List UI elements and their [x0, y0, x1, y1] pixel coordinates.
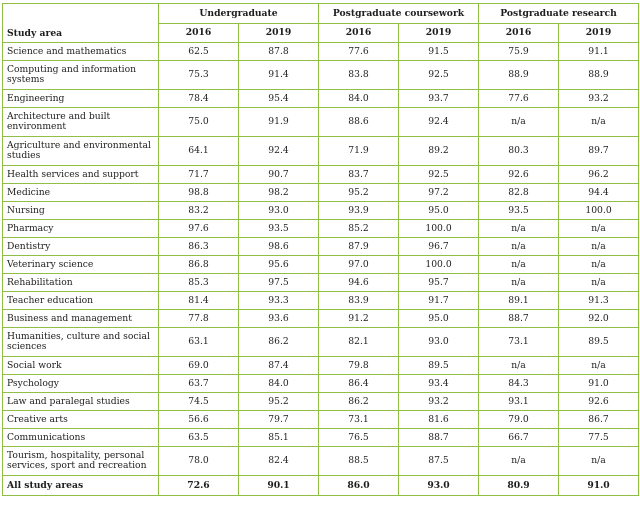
study-area-cell: Social work [3, 357, 159, 375]
study-area-cell: Architecture and built environment [3, 108, 159, 137]
value-cell: n/a [559, 238, 639, 256]
value-cell: 87.4 [239, 357, 319, 375]
value-cell: 74.5 [159, 393, 239, 411]
value-cell: 93.6 [239, 310, 319, 328]
table-row [3, 166, 639, 184]
value-cell: 86.8 [159, 256, 239, 274]
value-cell: 94.4 [559, 184, 639, 202]
study-area-cell: Science and mathematics [3, 43, 159, 61]
value-cell: 84.3 [479, 375, 559, 393]
value-cell: 92.5 [399, 61, 479, 90]
value-cell: 93.5 [239, 220, 319, 238]
value-cell: 83.8 [319, 61, 399, 90]
value-cell: 91.4 [239, 61, 319, 90]
value-cell: 84.0 [239, 375, 319, 393]
table-row [3, 411, 639, 429]
value-cell: n/a [479, 256, 559, 274]
value-cell: 91.0 [559, 476, 639, 496]
study-area-cell: Agriculture and environmental studies [3, 137, 159, 166]
value-cell: 80.3 [479, 137, 559, 166]
value-cell: 91.9 [239, 108, 319, 137]
value-cell: 75.0 [159, 108, 239, 137]
table-row [3, 90, 639, 108]
value-cell: 87.9 [319, 238, 399, 256]
value-cell: 85.3 [159, 274, 239, 292]
value-cell: 88.9 [559, 61, 639, 90]
value-cell: n/a [559, 256, 639, 274]
study-area-cell: Law and paralegal studies [3, 393, 159, 411]
value-cell: 93.5 [479, 202, 559, 220]
value-cell: 78.0 [159, 447, 239, 476]
value-cell: 93.2 [559, 90, 639, 108]
value-cell: 87.8 [239, 43, 319, 61]
value-cell: n/a [479, 108, 559, 137]
table-row [3, 184, 639, 202]
value-cell: 79.7 [239, 411, 319, 429]
value-cell: 62.5 [159, 43, 239, 61]
value-cell: 83.2 [159, 202, 239, 220]
value-cell: 77.6 [479, 90, 559, 108]
value-cell: 81.4 [159, 292, 239, 310]
value-cell: 100.0 [559, 202, 639, 220]
value-cell: 79.0 [479, 411, 559, 429]
table-row [3, 202, 639, 220]
value-cell: 98.2 [239, 184, 319, 202]
table-row [3, 447, 639, 476]
table-row [3, 429, 639, 447]
group-header-row [3, 4, 639, 24]
value-cell: 89.7 [559, 137, 639, 166]
value-cell: 84.0 [319, 90, 399, 108]
group-header-postgraduate-research: Postgraduate research [479, 4, 639, 24]
value-cell: 79.8 [319, 357, 399, 375]
value-cell: 93.1 [479, 393, 559, 411]
value-cell: 93.7 [399, 90, 479, 108]
value-cell: 89.5 [399, 357, 479, 375]
value-cell: 86.7 [559, 411, 639, 429]
value-cell: 86.4 [319, 375, 399, 393]
value-cell: 93.0 [399, 328, 479, 357]
value-cell: 87.5 [399, 447, 479, 476]
value-cell: 86.3 [159, 238, 239, 256]
value-cell: 92.4 [399, 108, 479, 137]
value-cell: n/a [559, 220, 639, 238]
table-row [3, 292, 639, 310]
year-header: 2019 [559, 24, 639, 43]
value-cell: n/a [479, 238, 559, 256]
value-cell: 77.6 [319, 43, 399, 61]
study-area-cell: Veterinary science [3, 256, 159, 274]
year-header: 2016 [479, 24, 559, 43]
value-cell: 78.4 [159, 90, 239, 108]
value-cell: 91.0 [559, 375, 639, 393]
value-cell: 89.1 [479, 292, 559, 310]
year-header: 2019 [399, 24, 479, 43]
value-cell: 93.2 [399, 393, 479, 411]
value-cell: 81.6 [399, 411, 479, 429]
study-area-cell: Humanities, culture and social sciences [3, 328, 159, 357]
value-cell: 97.5 [239, 274, 319, 292]
study-area-cell: Computing and information systems [3, 61, 159, 90]
group-header-undergraduate: Undergraduate [159, 4, 319, 24]
study-area-cell: Medicine [3, 184, 159, 202]
value-cell: 88.9 [479, 61, 559, 90]
value-cell: 71.7 [159, 166, 239, 184]
value-cell: 86.0 [319, 476, 399, 496]
value-cell: n/a [479, 357, 559, 375]
value-cell: 97.2 [399, 184, 479, 202]
value-cell: 76.5 [319, 429, 399, 447]
study-area-cell: Engineering [3, 90, 159, 108]
table-row [3, 43, 639, 61]
value-cell: 95.6 [239, 256, 319, 274]
value-cell: n/a [559, 274, 639, 292]
value-cell: 97.6 [159, 220, 239, 238]
value-cell: 94.6 [319, 274, 399, 292]
value-cell: 63.5 [159, 429, 239, 447]
value-cell: n/a [559, 447, 639, 476]
study-area-cell: Rehabilitation [3, 274, 159, 292]
value-cell: 77.5 [559, 429, 639, 447]
value-cell: 96.2 [559, 166, 639, 184]
value-cell: 88.7 [479, 310, 559, 328]
table-row [3, 274, 639, 292]
value-cell: 93.3 [239, 292, 319, 310]
value-cell: n/a [479, 274, 559, 292]
value-cell: n/a [559, 108, 639, 137]
value-cell: 83.7 [319, 166, 399, 184]
value-cell: 92.5 [399, 166, 479, 184]
value-cell: 95.0 [399, 310, 479, 328]
study-area-table [2, 3, 639, 496]
study-area-cell: Dentistry [3, 238, 159, 256]
value-cell: 90.7 [239, 166, 319, 184]
value-cell: n/a [479, 220, 559, 238]
table-row [3, 61, 639, 90]
value-cell: 73.1 [479, 328, 559, 357]
value-cell: 95.7 [399, 274, 479, 292]
table-container [2, 3, 638, 496]
value-cell: 89.2 [399, 137, 479, 166]
value-cell: 88.6 [319, 108, 399, 137]
value-cell: 92.0 [559, 310, 639, 328]
value-cell: 95.4 [239, 90, 319, 108]
study-area-cell: Tourism, hospitality, personal services, sport and recreation [3, 447, 159, 476]
value-cell: 71.9 [319, 137, 399, 166]
value-cell: 72.6 [159, 476, 239, 496]
value-cell: 95.2 [319, 184, 399, 202]
study-area-cell: Creative arts [3, 411, 159, 429]
value-cell: 86.2 [319, 393, 399, 411]
value-cell: 86.2 [239, 328, 319, 357]
table-row [3, 220, 639, 238]
value-cell: 91.1 [559, 43, 639, 61]
value-cell: 80.9 [479, 476, 559, 496]
value-cell: n/a [559, 357, 639, 375]
table-row [3, 357, 639, 375]
value-cell: 100.0 [399, 220, 479, 238]
table-row [3, 375, 639, 393]
table-row [3, 238, 639, 256]
value-cell: 88.7 [399, 429, 479, 447]
value-cell: 83.9 [319, 292, 399, 310]
value-cell: 63.1 [159, 328, 239, 357]
value-cell: 97.0 [319, 256, 399, 274]
value-cell: 92.4 [239, 137, 319, 166]
table-row [3, 256, 639, 274]
study-area-cell: Pharmacy [3, 220, 159, 238]
year-header: 2016 [319, 24, 399, 43]
value-cell: 63.7 [159, 375, 239, 393]
value-cell: 92.6 [559, 393, 639, 411]
value-cell: 75.3 [159, 61, 239, 90]
value-cell: 82.1 [319, 328, 399, 357]
value-cell: 77.8 [159, 310, 239, 328]
value-cell: 73.1 [319, 411, 399, 429]
value-cell: 85.2 [319, 220, 399, 238]
value-cell: 89.5 [559, 328, 639, 357]
value-cell: 95.2 [239, 393, 319, 411]
study-area-cell: All study areas [3, 476, 159, 496]
value-cell: 96.7 [399, 238, 479, 256]
value-cell: 90.1 [239, 476, 319, 496]
value-cell: 91.2 [319, 310, 399, 328]
year-header: 2016 [159, 24, 239, 43]
table-row [3, 137, 639, 166]
study-area-cell: Teacher education [3, 292, 159, 310]
table-row [3, 108, 639, 137]
value-cell: n/a [479, 447, 559, 476]
value-cell: 100.0 [399, 256, 479, 274]
value-cell: 95.0 [399, 202, 479, 220]
value-cell: 93.9 [319, 202, 399, 220]
value-cell: 66.7 [479, 429, 559, 447]
study-area-cell: Nursing [3, 202, 159, 220]
value-cell: 56.6 [159, 411, 239, 429]
year-header: 2019 [239, 24, 319, 43]
value-cell: 88.5 [319, 447, 399, 476]
value-cell: 75.9 [479, 43, 559, 61]
value-cell: 85.1 [239, 429, 319, 447]
study-area-header: Study area [3, 4, 159, 43]
value-cell: 93.0 [239, 202, 319, 220]
study-area-cell: Communications [3, 429, 159, 447]
value-cell: 98.8 [159, 184, 239, 202]
group-header-postgraduate-coursework: Postgraduate coursework [319, 4, 479, 24]
study-area-cell: Business and management [3, 310, 159, 328]
value-cell: 91.7 [399, 292, 479, 310]
study-area-cell: Health services and support [3, 166, 159, 184]
value-cell: 98.6 [239, 238, 319, 256]
value-cell: 64.1 [159, 137, 239, 166]
table-body [3, 43, 639, 496]
study-area-cell: Psychology [3, 375, 159, 393]
value-cell: 91.3 [559, 292, 639, 310]
table-row [3, 393, 639, 411]
table-row [3, 310, 639, 328]
value-cell: 93.4 [399, 375, 479, 393]
value-cell: 82.8 [479, 184, 559, 202]
total-row [3, 476, 639, 496]
value-cell: 82.4 [239, 447, 319, 476]
value-cell: 93.0 [399, 476, 479, 496]
value-cell: 69.0 [159, 357, 239, 375]
value-cell: 91.5 [399, 43, 479, 61]
table-row [3, 328, 639, 357]
value-cell: 92.6 [479, 166, 559, 184]
